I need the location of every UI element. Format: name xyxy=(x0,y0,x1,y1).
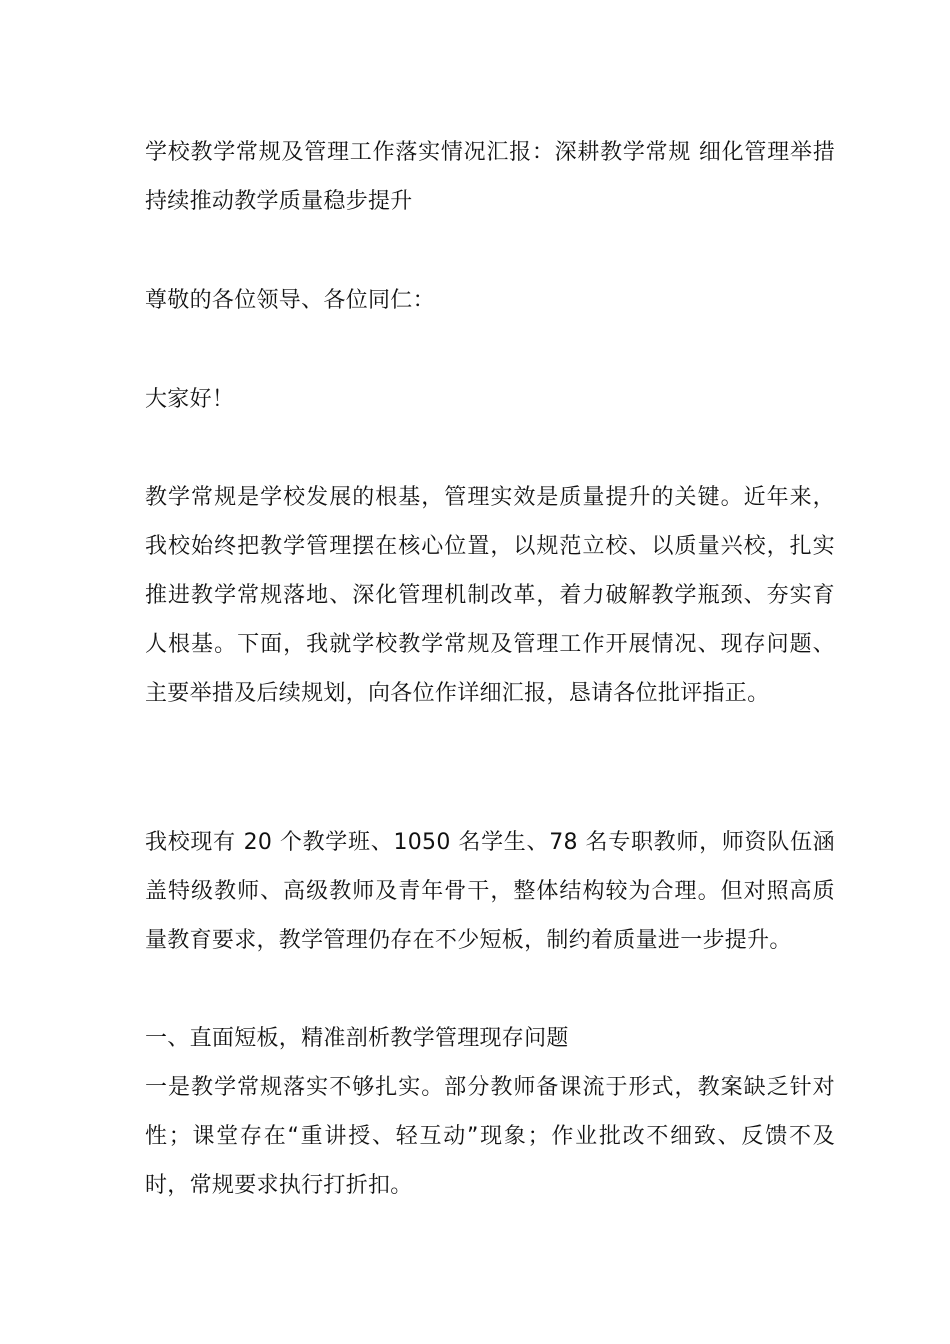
greeting-paragraph: 尊敬的各位领导、各位同仁： xyxy=(145,288,435,313)
document-title: 学校教学常规及管理工作落实情况汇报：深耕教学常规 细化管理举措 持续推动教学质量稳步提升 xyxy=(145,140,835,214)
overview-paragraph: 我校现有 20 个教学班、1050 名学生、78 名专职教师，师资队伍涵盖特级教师、高级教师及青年骨干，整体结构较为合理。但对照高质量教育要求，教学管理仍存在不少短板，制约着质量进一步提升。 xyxy=(145,830,835,953)
intro-paragraph: 教学常规是学校发展的根基，管理实效是质量提升的关键。近年来，我校始终把教学管理摆在核心位置，以规范立校、以质量兴校，扎实推进教学常规落地、深化管理机制改革，着力破解教学瓶颈、夯实育人根基。下面，我就学校教学常规及管理工作开展情况、现存问题、主要举措及后续规划，向各位作详细汇报，恳请各位批评指正。 xyxy=(145,485,835,706)
section-heading: 一、直面短板，精准剖析教学管理现存问题 xyxy=(145,1026,569,1051)
hello-paragraph: 大家好！ xyxy=(145,387,235,412)
section-paragraph: 一是教学常规落实不够扎实。部分教师备课流于形式，教案缺乏针对性；课堂存在“重讲授、轻互动”现象；作业批改不细致、反馈不及时，常规要求执行打折扣。 xyxy=(145,1075,835,1198)
